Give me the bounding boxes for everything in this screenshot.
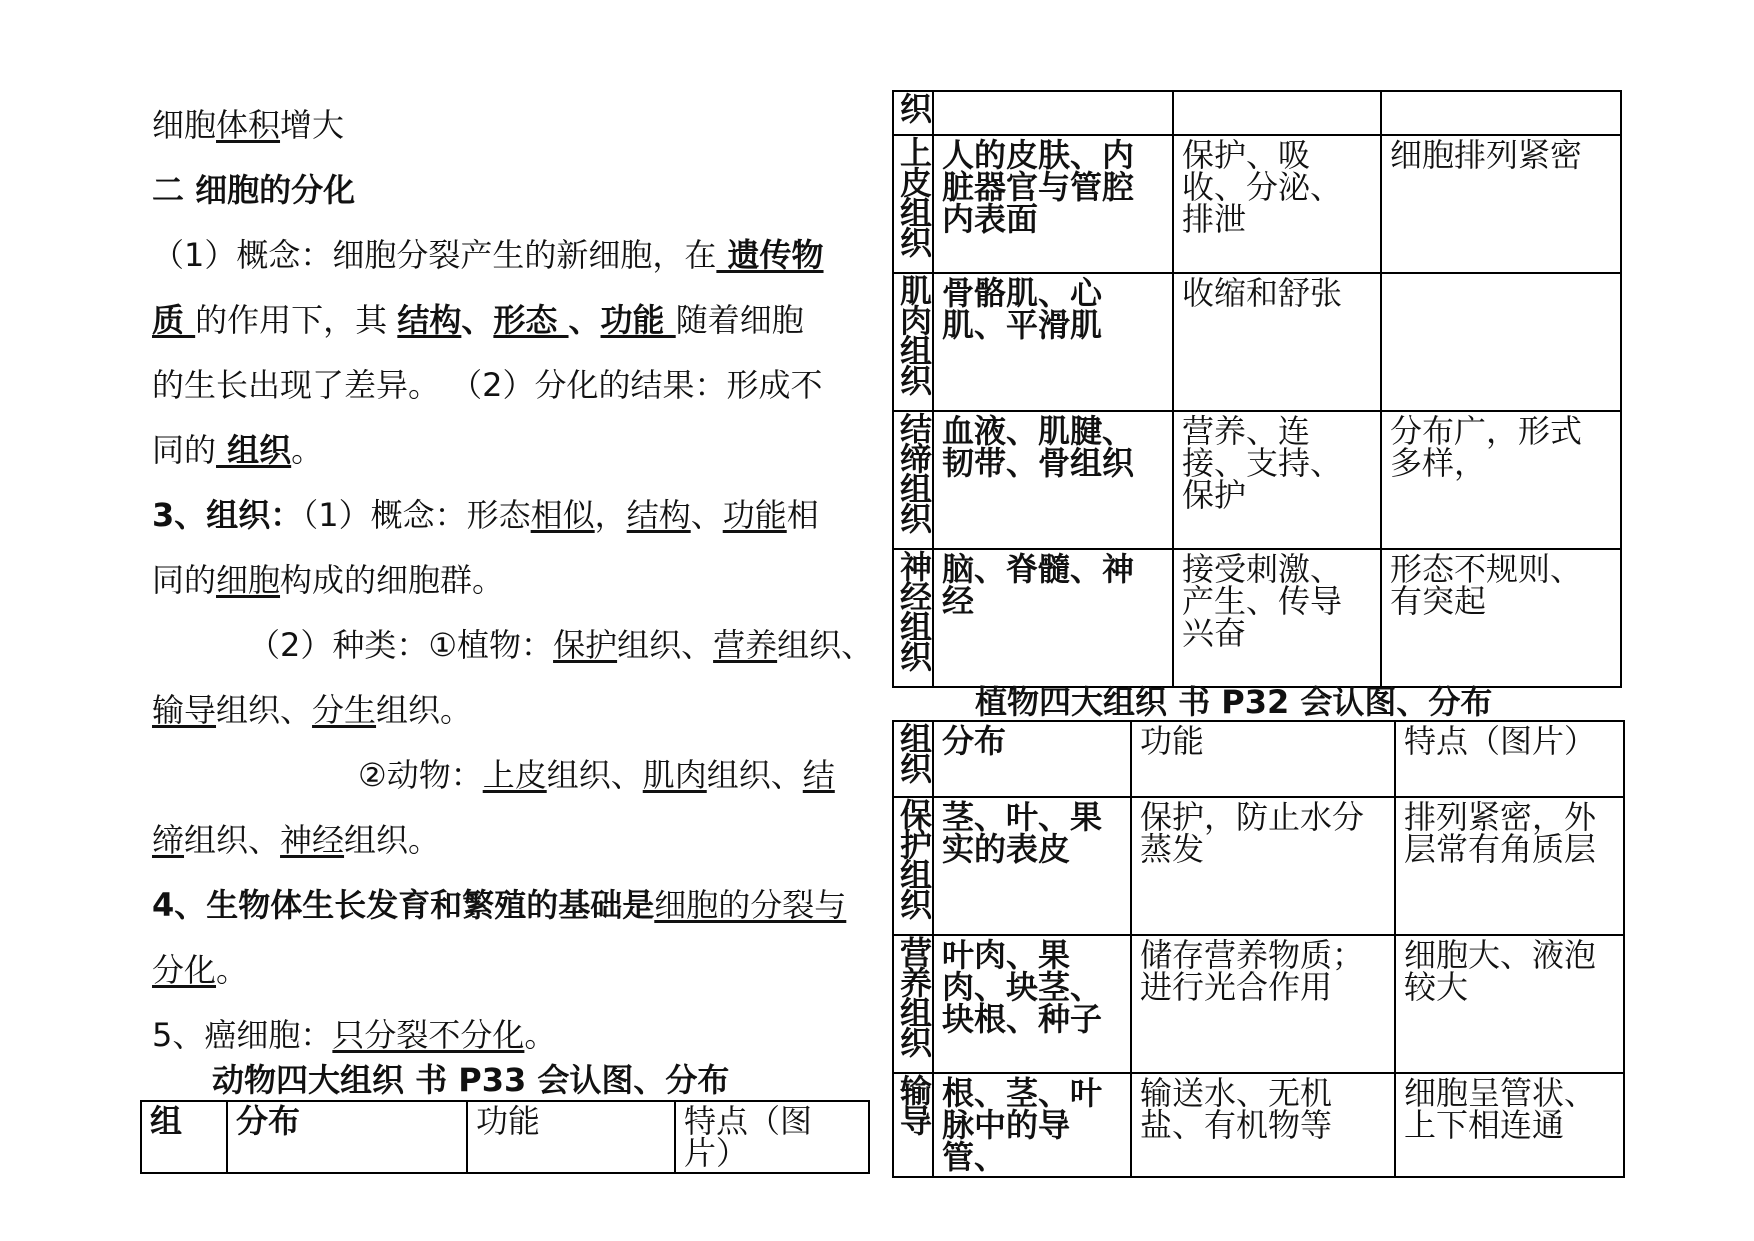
text-underlined: 相似 <box>530 496 595 534</box>
tissue-distribution: 根、茎、叶脉中的导管、 <box>933 1073 1131 1177</box>
text: 组织、 <box>216 691 313 729</box>
section-heading-2: 二 细胞的分化 <box>152 171 356 209</box>
text-line-p9 <box>358 755 835 795</box>
header-cell-tissue: 组织 <box>893 721 933 797</box>
tissue-feature: 排列紧密，外层常有角质层 <box>1395 797 1624 935</box>
text: 。 <box>524 1016 557 1054</box>
tissue-function: 接受刺激、产生、传导兴奋 <box>1173 549 1381 687</box>
text-line-p12 <box>152 950 248 990</box>
tissue-name: 上皮组织 <box>893 135 933 273</box>
table-row <box>893 135 1621 273</box>
text-line-p7 <box>248 625 873 665</box>
tissue-function: 输送水、无机盐、有机物等 <box>1131 1073 1395 1177</box>
table-row <box>893 273 1621 411</box>
text-underlined: 只分裂不分化 <box>332 1016 525 1054</box>
text-underlined: 输导 <box>152 691 217 729</box>
text: 。 <box>291 431 324 469</box>
text-line-p3: 的生长出现了差异。 （2）分化的结果：形成不 <box>152 366 823 404</box>
text-underlined: 肌肉 <box>642 756 707 794</box>
plant-tissue-table <box>892 720 1625 1178</box>
text: 组织、 <box>617 626 714 664</box>
text: 组织、 <box>546 756 643 794</box>
text-underlined: 遗传物 <box>716 236 824 274</box>
text-underlined: 组织 <box>216 431 292 469</box>
text: 的作用下，其 <box>195 301 398 339</box>
table-cell-empty <box>1173 91 1381 135</box>
text: ②动物： <box>358 756 483 794</box>
header-cell-distribution: 分布 <box>933 721 1131 797</box>
table-header-row <box>893 721 1624 797</box>
text: 组织、 <box>777 626 874 664</box>
table-cell-empty <box>933 91 1173 135</box>
text-bold: 3、组织： <box>152 496 303 534</box>
text-line-p5 <box>152 495 819 535</box>
text: 构成的细胞群。 <box>280 561 505 599</box>
text-line-p2 <box>152 300 804 340</box>
text: （2）种类：①植物： <box>248 626 554 664</box>
plant-tissue-caption: 植物四大组织 书 P32 会认图、分布 <box>975 683 1493 721</box>
text-underlined: 结构 <box>626 496 691 534</box>
text-underlined: 质 <box>152 301 196 339</box>
text-underlined: 形态 <box>493 301 569 339</box>
header-cell-feature: 特点（图片） <box>1395 721 1624 797</box>
tissue-feature: 细胞大、液泡较大 <box>1395 935 1624 1073</box>
table-row <box>893 797 1624 935</box>
tissue-feature: 细胞呈管状、上下相连通 <box>1395 1073 1624 1177</box>
tissue-function: 保护、吸收、分泌、排泄 <box>1173 135 1381 273</box>
tissue-distribution: 叶肉、果肉、块茎、块根、种子 <box>933 935 1131 1073</box>
text-line-p10 <box>152 820 440 860</box>
text-underlined: 分生 <box>312 691 377 729</box>
tissue-feature: 细胞排列紧密 <box>1381 135 1621 273</box>
text: 组织。 <box>376 691 473 729</box>
text-underlined: 细胞的分裂与 <box>654 886 847 924</box>
tissue-function: 收缩和舒张 <box>1173 273 1381 411</box>
tissue-function: 营养、连接、支持、保护 <box>1173 411 1381 549</box>
animal-table-header <box>140 1100 870 1174</box>
text-line-1 <box>152 105 344 145</box>
tissue-name: 结缔组织 <box>893 411 933 549</box>
text-underlined: 功能 <box>600 301 676 339</box>
text: 、 <box>461 301 494 339</box>
text: 相 <box>786 496 819 534</box>
text-line-p1 <box>152 235 824 275</box>
animal-tissue-caption: 动物四大组织 书 P33 会认图、分布 <box>212 1061 730 1099</box>
tissue-distribution: 骨骼肌、心肌、平滑肌 <box>933 273 1173 411</box>
text: 同的 <box>152 431 217 469</box>
header-cell-tissue: 组 <box>141 1101 227 1173</box>
tissue-distribution: 脑、脊髓、神经 <box>933 549 1173 687</box>
header-cell-function: 功能 <box>1131 721 1395 797</box>
text: 、 <box>690 496 723 534</box>
text: 增大 <box>280 106 345 144</box>
text-bold: 4、生物体生长发育和繁殖的基础是 <box>152 886 655 924</box>
table-cell-fragment: 织 <box>893 91 933 135</box>
text: 组织、 <box>184 821 281 859</box>
tissue-name: 肌肉组织 <box>893 273 933 411</box>
text: ， <box>594 496 627 534</box>
text: 组织。 <box>344 821 441 859</box>
animal-tissue-table <box>892 90 1622 688</box>
tissue-feature <box>1381 273 1621 411</box>
tissue-distribution: 血液、肌腱、韧带、骨组织 <box>933 411 1173 549</box>
text-line-p4 <box>152 430 323 470</box>
tissue-function: 保护，防止水分蒸发 <box>1131 797 1395 935</box>
text-underlined: 神经 <box>280 821 345 859</box>
text: 随着细胞 <box>675 301 804 339</box>
text-underlined: 营养 <box>713 626 778 664</box>
text-line-p6 <box>152 560 504 600</box>
text-underlined: 细胞 <box>216 561 281 599</box>
text-line-p11 <box>152 885 846 925</box>
table-row <box>893 549 1621 687</box>
text-line-p13 <box>152 1015 556 1055</box>
text-underlined: 结 <box>802 756 835 794</box>
text-underlined: 结构 <box>397 301 462 339</box>
text-underlined: 体积 <box>216 106 281 144</box>
text: 同的 <box>152 561 217 599</box>
table-row <box>893 1073 1624 1177</box>
table-cell-empty <box>1381 91 1621 135</box>
tissue-name: 输导 <box>893 1073 933 1177</box>
text-underlined: 功能 <box>722 496 787 534</box>
tissue-name: 神经组织 <box>893 549 933 687</box>
tissue-name: 营养组织 <box>893 935 933 1073</box>
text-underlined: 保护 <box>553 626 618 664</box>
tissue-function: 储存营养物质；进行光合作用 <box>1131 935 1395 1073</box>
header-cell-distribution: 分布 <box>227 1101 467 1173</box>
table-row <box>893 935 1624 1073</box>
tissue-name: 保护组织 <box>893 797 933 935</box>
text-underlined: 缔 <box>152 821 185 859</box>
text: 。 <box>216 951 249 989</box>
tissue-feature: 分布广，形式多样， <box>1381 411 1621 549</box>
text: 细胞 <box>152 106 217 144</box>
tissue-feature: 形态不规则、有突起 <box>1381 549 1621 687</box>
text: 组织、 <box>706 756 803 794</box>
tissue-distribution: 人的皮肤、内脏器官与管腔内表面 <box>933 135 1173 273</box>
text-line-p8 <box>152 690 472 730</box>
text: 5、癌细胞： <box>152 1016 333 1054</box>
header-cell-function: 功能 <box>467 1101 675 1173</box>
text: （1）概念：细胞分裂产生的新细胞，在 <box>152 236 717 274</box>
header-cell-feature: 特点（图片） <box>675 1101 869 1173</box>
tissue-distribution: 茎、叶、果实的表皮 <box>933 797 1131 935</box>
text: （1）概念：形态 <box>302 496 531 534</box>
text-underlined: 分化 <box>152 951 217 989</box>
text: 、 <box>568 301 601 339</box>
text-underlined: 上皮 <box>482 756 547 794</box>
table-row <box>893 411 1621 549</box>
